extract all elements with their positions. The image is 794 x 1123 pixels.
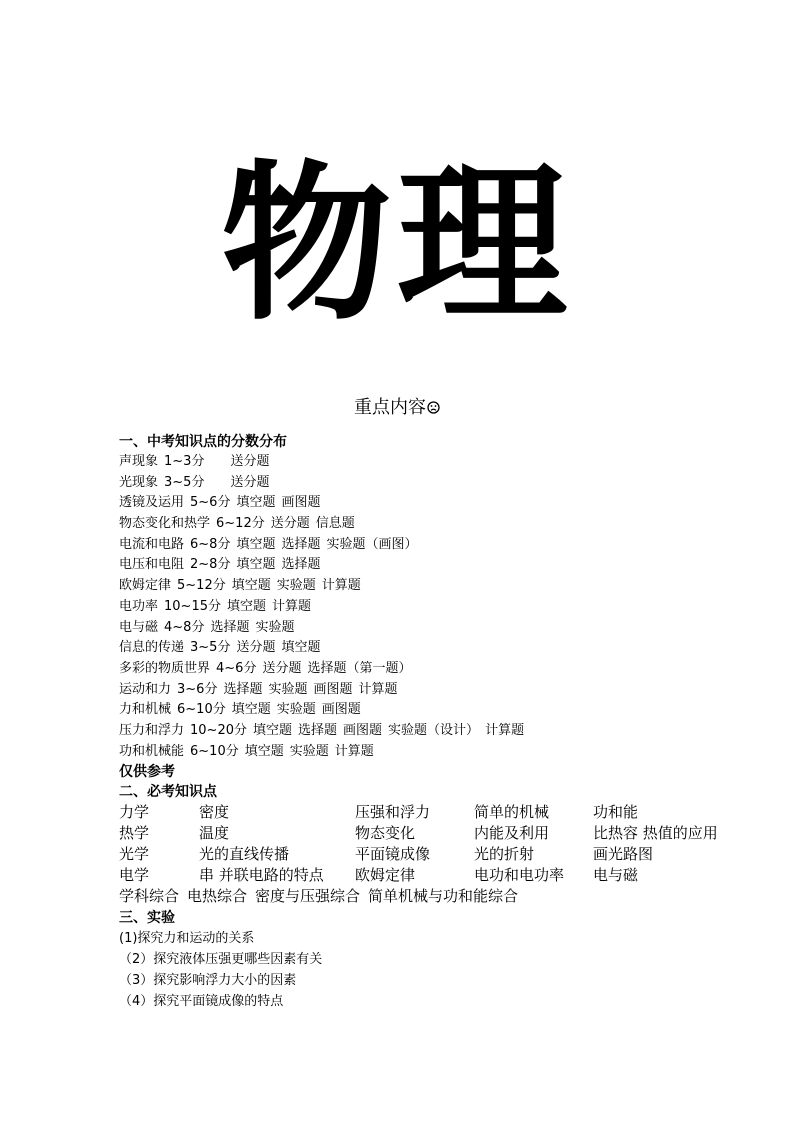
- question-type: 填空题: [231, 702, 271, 718]
- note-reference-only: 仅供参考: [119, 764, 175, 781]
- face-icon: [427, 401, 440, 414]
- question-type: 填空题: [281, 640, 321, 656]
- question-type: 选择题: [281, 557, 321, 573]
- question-type: 实验题（画图）: [326, 536, 418, 552]
- subtitle-text: 重点内容: [354, 397, 426, 418]
- question-type: 送分题: [236, 640, 276, 656]
- question-type: 实验题: [289, 743, 329, 759]
- list-item: [119, 680, 759, 701]
- score: 10~20分: [190, 722, 247, 738]
- grid-cell: 热学: [119, 824, 150, 843]
- question-type: 选择题: [223, 681, 263, 697]
- score: 1~3分: [164, 454, 205, 469]
- grid-cell: 画光路图: [593, 845, 654, 864]
- question-type: 计算题: [485, 722, 525, 738]
- grid-cell: 内能及利用: [474, 824, 550, 843]
- topic: 力和机械: [119, 702, 172, 718]
- question-type: 画图题: [343, 722, 383, 738]
- score: 6~10分: [190, 743, 239, 759]
- grid-cell: 简单机械与功和能综合: [368, 887, 519, 906]
- section-1-heading: 一、中考知识点的分数分布: [119, 434, 287, 450]
- question-type: 选择题: [298, 722, 338, 738]
- section-3-heading: 三、实验: [119, 910, 175, 927]
- list-item: [119, 638, 759, 659]
- key-knowledge-last-row: [119, 886, 759, 907]
- score: 6~8分: [190, 536, 231, 552]
- experiment-item: (1)探究力和运动的关系: [119, 931, 255, 947]
- topic: 光现象: [119, 474, 159, 490]
- question-type: 实验题: [268, 681, 308, 697]
- grid-cell: 密度: [199, 803, 230, 822]
- question-type: 填空题: [236, 536, 276, 552]
- score: 3~6分: [177, 681, 218, 697]
- question-type: 送分题: [262, 660, 302, 676]
- experiment-list: [119, 928, 759, 1012]
- topic: 电与磁: [119, 619, 159, 635]
- question-type: 送分题: [230, 454, 270, 469]
- question-type: 实验题: [276, 702, 316, 718]
- grid-cell: 光学: [119, 845, 150, 864]
- topic: 声现象: [119, 454, 159, 469]
- list-item: [119, 493, 759, 514]
- score: 3~5分: [164, 474, 205, 490]
- list-item: [119, 742, 759, 763]
- list-item: [119, 555, 759, 576]
- question-type: 填空题: [236, 495, 276, 511]
- score: 6~12分: [216, 516, 265, 532]
- score: 10~15分: [164, 598, 221, 614]
- grid-cell: 压强和浮力: [355, 803, 431, 822]
- topic: 电功率: [119, 598, 159, 614]
- document-body: [119, 432, 759, 1012]
- grid-cell: 学科综合: [119, 887, 180, 906]
- question-type: 填空题: [244, 743, 284, 759]
- grid-cell: 光的直线传播: [199, 845, 290, 864]
- question-type: 实验题: [276, 578, 316, 594]
- topic: 压力和浮力: [119, 722, 185, 738]
- list-item: [119, 535, 759, 556]
- topic: 信息的传递: [119, 640, 185, 656]
- question-type: 实验题（设计）: [388, 722, 480, 738]
- grid-cell: 欧姆定律: [355, 866, 416, 885]
- question-type: 选择题: [210, 619, 250, 635]
- topic: 欧姆定律: [119, 578, 172, 594]
- score: 6~10分: [177, 702, 226, 718]
- grid-cell: 功和能: [593, 803, 639, 822]
- score: 5~6分: [190, 495, 231, 511]
- list-item: [119, 576, 759, 597]
- question-type: 计算题: [321, 578, 361, 594]
- grid-cell: 温度: [199, 824, 230, 843]
- grid-cell: 串 并联电路的特点: [199, 866, 324, 885]
- grid-cell: 平面镜成像: [355, 845, 431, 864]
- key-knowledge-grid: [119, 802, 759, 886]
- grid-cell: 简单的机械: [474, 803, 550, 822]
- grid-cell: 电学: [119, 866, 150, 885]
- topic: 电压和电阻: [119, 557, 185, 573]
- question-type: 实验题: [255, 619, 295, 635]
- question-type: 选择题（第一题）: [307, 660, 412, 676]
- question-type: 计算题: [272, 598, 312, 614]
- score: 3~5分: [190, 640, 231, 656]
- question-type: 送分题: [270, 516, 310, 532]
- list-item: [119, 700, 759, 721]
- topic: 功和机械能: [119, 743, 185, 759]
- grid-cell: 力学: [119, 803, 150, 822]
- question-type: 填空题: [231, 578, 271, 594]
- question-type: 送分题: [230, 474, 270, 490]
- score: 2~8分: [190, 557, 231, 573]
- topic: 多彩的物质世界: [119, 660, 211, 676]
- question-type: 计算题: [334, 743, 374, 759]
- list-item: [119, 659, 759, 680]
- question-type: 画图题: [281, 495, 321, 511]
- grid-cell: 比热容 热值的应用: [593, 824, 718, 843]
- question-type: 计算题: [358, 681, 398, 697]
- grid-cell: 密度与压强综合: [255, 887, 361, 906]
- list-item: [119, 721, 759, 742]
- section-2-heading: 二、必考知识点: [119, 784, 217, 801]
- score: 4~8分: [164, 619, 205, 635]
- list-item: [119, 618, 759, 639]
- list-item: [119, 473, 759, 494]
- question-type: 画图题: [313, 681, 353, 697]
- grid-cell: 物态变化: [355, 824, 416, 843]
- experiment-item: （3）探究影响浮力大小的因素: [119, 973, 297, 989]
- grid-cell: 电与磁: [593, 866, 639, 885]
- subtitle: [0, 396, 794, 420]
- grid-cell: 电功和电功率: [474, 866, 565, 885]
- page-title: 物理: [220, 146, 573, 344]
- question-type: 填空题: [227, 598, 267, 614]
- score-distribution-list: [119, 452, 759, 762]
- list-item: [119, 597, 759, 618]
- topic: 运动和力: [119, 681, 172, 697]
- experiment-item: （2）探究液体压强更哪些因素有关: [119, 952, 323, 968]
- question-type: 信息题: [315, 516, 355, 532]
- score: 5~12分: [177, 578, 226, 594]
- topic: 透镜及运用: [119, 495, 185, 511]
- experiment-item: （4）探究平面镜成像的特点: [119, 994, 284, 1010]
- grid-cell: 电热综合: [187, 887, 248, 906]
- question-type: 填空题: [253, 722, 293, 738]
- question-type: 画图题: [321, 702, 361, 718]
- list-item: [119, 452, 759, 473]
- list-item: [119, 514, 759, 535]
- grid-cell: 光的折射: [474, 845, 535, 864]
- question-type: 填空题: [236, 557, 276, 573]
- question-type: 选择题: [281, 536, 321, 552]
- score: 4~6分: [216, 660, 257, 676]
- topic: 物态变化和热学: [119, 516, 211, 532]
- topic: 电流和电路: [119, 536, 185, 552]
